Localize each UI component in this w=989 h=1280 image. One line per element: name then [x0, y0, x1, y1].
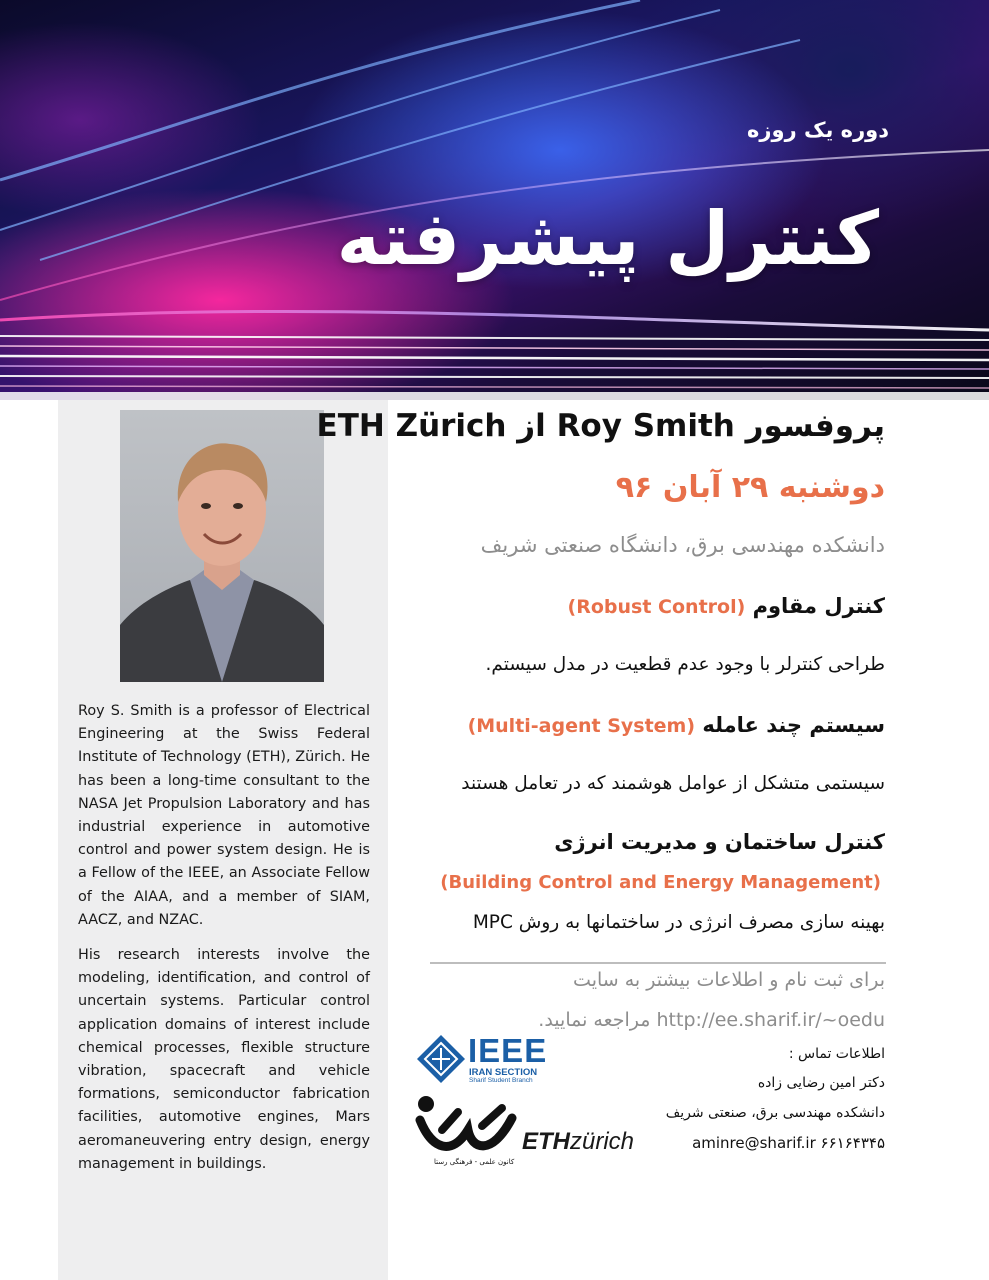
topic-3-description: بهینه سازی مصرف انرژی در ساختمانها به روش MPC — [472, 912, 885, 933]
contact-phone-email[interactable]: ۶۶۱۶۴۳۴۵ aminre@sharif.ir — [692, 1134, 885, 1152]
bio-paragraph-2: His research interests involve the modeling, identification, and control of uncertain systems. Particular control application domains of interest include chemical processes, flexible structure vibration, spacecraft and vehicle formations, semiconductor fabrication facilities, automotive engines, Mars aeromaneuvering entry design, energy management in buildings. — [78, 947, 370, 1172]
speaker-biography — [78, 700, 370, 1188]
bio-paragraph-1: Roy S. Smith is a professor of Electrical Engineering at the Swiss Federal Institute of Technology (ETH), Zürich. He has been a long-time consultant to the NASA Jet Propulsion Laboratory and has industrial experience in automotive control and power system design. He is a Fellow of the IEEE, an Associate Fellow of the AIAA, and a member of SIAM, AACZ, and NZAC. — [78, 703, 370, 928]
contact-affiliation: دانشکده مهندسی برق، صنعتی شریف — [665, 1105, 885, 1121]
eth-logo-light: zürich — [570, 1128, 635, 1155]
topic-2-title-en: (Multi-agent System) — [467, 715, 696, 737]
contact-heading: اطلاعات تماس : — [788, 1046, 885, 1062]
registration-url[interactable]: http://ee.sharif.ir/~oedu مراجعه نمایید. — [538, 1009, 885, 1031]
course-duration-label: دوره یک روزه — [747, 118, 889, 142]
topic-1-title-en: (Robust Control) — [567, 596, 746, 618]
event-date: دوشنبه ۲۹ آبان ۹۶ — [615, 470, 885, 505]
eth-logo-bold: ETH — [522, 1128, 570, 1155]
ieee-branch-label: Sharif Student Branch — [469, 1077, 533, 1084]
rasta-logo — [412, 1090, 522, 1170]
contact-name: دکتر امین رضایی زاده — [757, 1075, 885, 1091]
speaker-line: پروفسور Roy Smith از ETH Zürich — [316, 408, 885, 444]
ieee-logo — [416, 1034, 561, 1082]
topic-1-title: کنترل مقاوم — [752, 594, 885, 618]
header-banner — [0, 0, 989, 400]
course-title: کنترل پیشرفته — [336, 196, 879, 282]
registration-text: برای ثبت نام و اطلاعات بیشتر به سایت — [573, 969, 885, 991]
ieee-diamond-icon — [416, 1034, 466, 1084]
ieee-section-label: IRAN SECTION — [469, 1067, 538, 1078]
topic-3-title-en: (Building Control and Energy Management) — [440, 872, 881, 893]
rasta-emblem-icon — [412, 1090, 522, 1160]
topic-1-heading — [568, 594, 885, 618]
speaker-portrait-illustration — [120, 410, 324, 682]
rasta-caption: کانون علمی - فرهنگی رستا — [434, 1158, 515, 1166]
topic-1-description: طراحی کنترلر با وجود عدم قطعیت در مدل سیستم. — [485, 654, 885, 675]
ieee-wordmark: IEEE — [468, 1032, 548, 1069]
eth-zurich-logo — [522, 1128, 634, 1156]
topic-3-title: کنترل ساختمان و مدیریت انرژی — [554, 830, 885, 854]
topic-2-title: سیستم چند عامله — [702, 713, 885, 737]
event-location: دانشکده مهندسی برق، دانشگاه صنعتی شریف — [480, 533, 885, 557]
section-divider — [430, 962, 886, 964]
topic-2-heading — [468, 713, 885, 737]
speaker-bio-panel — [58, 400, 388, 1280]
topic-2-description: سیستمی متشکل از عوامل هوشمند که در تعامل هستند — [461, 773, 885, 794]
speaker-photo — [120, 410, 324, 682]
